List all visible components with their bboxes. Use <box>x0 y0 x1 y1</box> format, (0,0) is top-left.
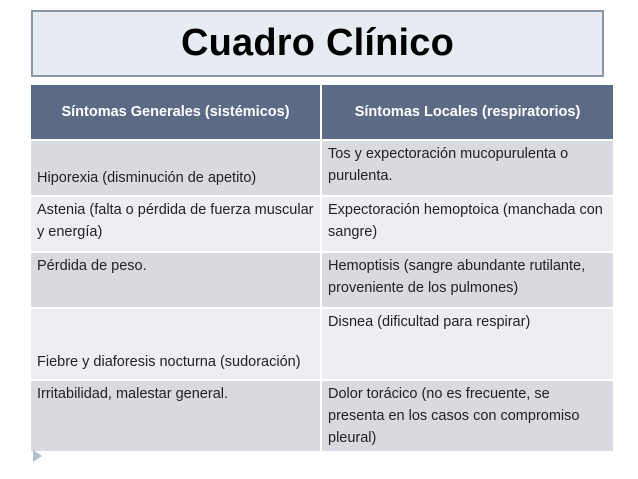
table-row <box>31 196 613 252</box>
table-cell: Hemoptisis (sangre abundante rutilante, proveniente de los pulmones) <box>321 252 613 308</box>
column-header-general: Síntomas Generales (sistémicos) <box>31 85 321 140</box>
column-header-local: Síntomas Locales (respiratorios) <box>321 85 613 140</box>
table-row <box>31 140 613 196</box>
table-cell: Pérdida de peso. <box>31 252 321 308</box>
slide-title: Cuadro Clínico <box>180 22 455 64</box>
table-cell: Tos y expectoración mucopurulenta o purulenta. <box>321 140 613 196</box>
title-box <box>31 10 604 77</box>
table-row <box>31 252 613 308</box>
symptoms-table <box>31 85 613 451</box>
table-cell: Expectoración hemoptoica (manchada con sangre) <box>321 196 613 252</box>
table-cell: Disnea (dificultad para respirar) <box>321 308 613 380</box>
table-cell: Irritabilidad, malestar general. <box>31 380 321 451</box>
table-row <box>31 380 613 451</box>
table-row <box>31 308 613 380</box>
table-cell: Dolor torácico (no es frecuente, se presenta en los casos con compromiso pleural) <box>321 380 613 451</box>
table-header-row <box>31 85 613 140</box>
next-slide-arrow-icon[interactable] <box>33 450 42 462</box>
table-cell: Astenia (falta o pérdida de fuerza muscular y energía) <box>31 196 321 252</box>
table-cell: Hiporexia (disminución de apetito) <box>31 140 321 196</box>
table-cell: Fiebre y diaforesis nocturna (sudoración) <box>31 308 321 380</box>
